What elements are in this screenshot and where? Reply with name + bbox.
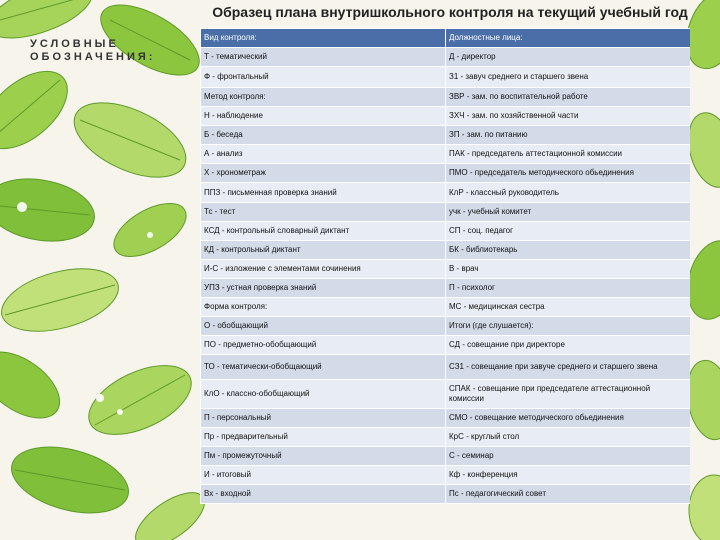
legend-code-cell: КД - контрольный диктант	[201, 241, 446, 260]
legend-role-cell: СПАК - совещание при председателе аттестационной комиссии	[446, 380, 691, 409]
legend-code-cell: Б - беседа	[201, 126, 446, 145]
legend-code-cell: КСД - контрольный словарный диктант	[201, 222, 446, 241]
legend-code-cell: Н - наблюдение	[201, 107, 446, 126]
legend-role-cell: ЗВР - зам. по воспитательной работе	[446, 88, 691, 107]
legend-role-cell: Пс - педагогический совет	[446, 485, 691, 504]
legend-code-cell: Пм - промежуточный	[201, 447, 446, 466]
table-row	[201, 447, 691, 466]
legend-role-cell: ЗП - зам. по питанию	[446, 126, 691, 145]
legend-title	[30, 38, 155, 64]
legend-role-cell: Итоги (где слушается):	[446, 317, 691, 336]
table-row	[201, 126, 691, 145]
legend-code-cell: ТО - тематически-обобщающий	[201, 355, 446, 380]
legend-role-cell: КрС - круглый стол	[446, 428, 691, 447]
table-row	[201, 279, 691, 298]
table-row	[201, 67, 691, 88]
table-row	[201, 298, 691, 317]
page-title: Образец плана внутришкольного контроля на текущий учебный год	[212, 4, 688, 20]
legend-code-cell: П - персональный	[201, 409, 446, 428]
legend-role-cell: С - семинар	[446, 447, 691, 466]
legend-code-cell: КлО - классно-обобщающий	[201, 380, 446, 409]
legend-role-cell: ПАК - председатель аттестационной комиссии	[446, 145, 691, 164]
legend-code-cell: Метод контроля:	[201, 88, 446, 107]
legend-code-cell: ПО - предметно-обобщающий	[201, 336, 446, 355]
table-row	[201, 317, 691, 336]
legend-role-cell: ЗХЧ - зам. по хозяйственной части	[446, 107, 691, 126]
legend-code-cell: Тс - тест	[201, 203, 446, 222]
table-row	[201, 164, 691, 183]
table-row	[201, 88, 691, 107]
legend-role-cell: СП - соц. педагог	[446, 222, 691, 241]
legend-code-cell: УПЗ - устная проверка знаний	[201, 279, 446, 298]
legend-role-cell: Д - директор	[446, 48, 691, 67]
legend-code-cell: Ф - фронтальный	[201, 67, 446, 88]
legend-code-cell: Пр - предварительный	[201, 428, 446, 447]
legend-code-cell: И-С - изложение с элементами сочинения	[201, 260, 446, 279]
table-row	[201, 380, 691, 409]
legend-code-cell: А - анализ	[201, 145, 446, 164]
legend-title-line-1: УСЛОВНЫЕ	[30, 38, 119, 50]
table-row	[201, 355, 691, 380]
table-row	[201, 428, 691, 447]
legend-role-cell: учк - учебный комитет	[446, 203, 691, 222]
legend-role-cell: В - врач	[446, 260, 691, 279]
table-row	[201, 466, 691, 485]
legend-table-wrapper	[200, 28, 690, 540]
legend-code-cell: Форма контроля:	[201, 298, 446, 317]
legend-role-cell: КлР - классный руководитель	[446, 183, 691, 203]
table-row	[201, 107, 691, 126]
legend-role-cell: СД - совещание при директоре	[446, 336, 691, 355]
legend-table	[200, 28, 690, 504]
legend-role-cell: П - психолог	[446, 279, 691, 298]
legend-code-cell: О - обобщающий	[201, 317, 446, 336]
legend-code-cell: Т - тематический	[201, 48, 446, 67]
table-row	[201, 241, 691, 260]
table-row	[201, 222, 691, 241]
table-row	[201, 203, 691, 222]
legend-title-line-2: ОБОЗНАЧЕНИЯ:	[30, 51, 156, 63]
legend-role-cell: СЗ1 - совещание при завуче среднего и старшего звена	[446, 355, 691, 380]
table-row	[201, 183, 691, 203]
table-row	[201, 485, 691, 504]
legend-code-cell: Вид контроля:	[201, 29, 446, 48]
table-row	[201, 29, 691, 48]
table-row	[201, 48, 691, 67]
legend-role-cell: ПМО - председатель методического обьединения	[446, 164, 691, 183]
legend-code-cell: И - итоговый	[201, 466, 446, 485]
table-row	[201, 145, 691, 164]
legend-role-cell: З1 - завуч среднего и старшего звена	[446, 67, 691, 88]
legend-role-cell: Должностные лица:	[446, 29, 691, 48]
legend-code-cell: Х - хронометраж	[201, 164, 446, 183]
legend-role-cell: МС - медицинская сестра	[446, 298, 691, 317]
legend-code-cell: Вх - входной	[201, 485, 446, 504]
table-row	[201, 409, 691, 428]
legend-role-cell: СМО - совещание методического обьединения	[446, 409, 691, 428]
legend-role-cell: БК - библиотекарь	[446, 241, 691, 260]
legend-role-cell: Кф - конференция	[446, 466, 691, 485]
table-row	[201, 336, 691, 355]
legend-code-cell: ППЗ - письменная проверка знаний	[201, 183, 446, 203]
table-row	[201, 260, 691, 279]
